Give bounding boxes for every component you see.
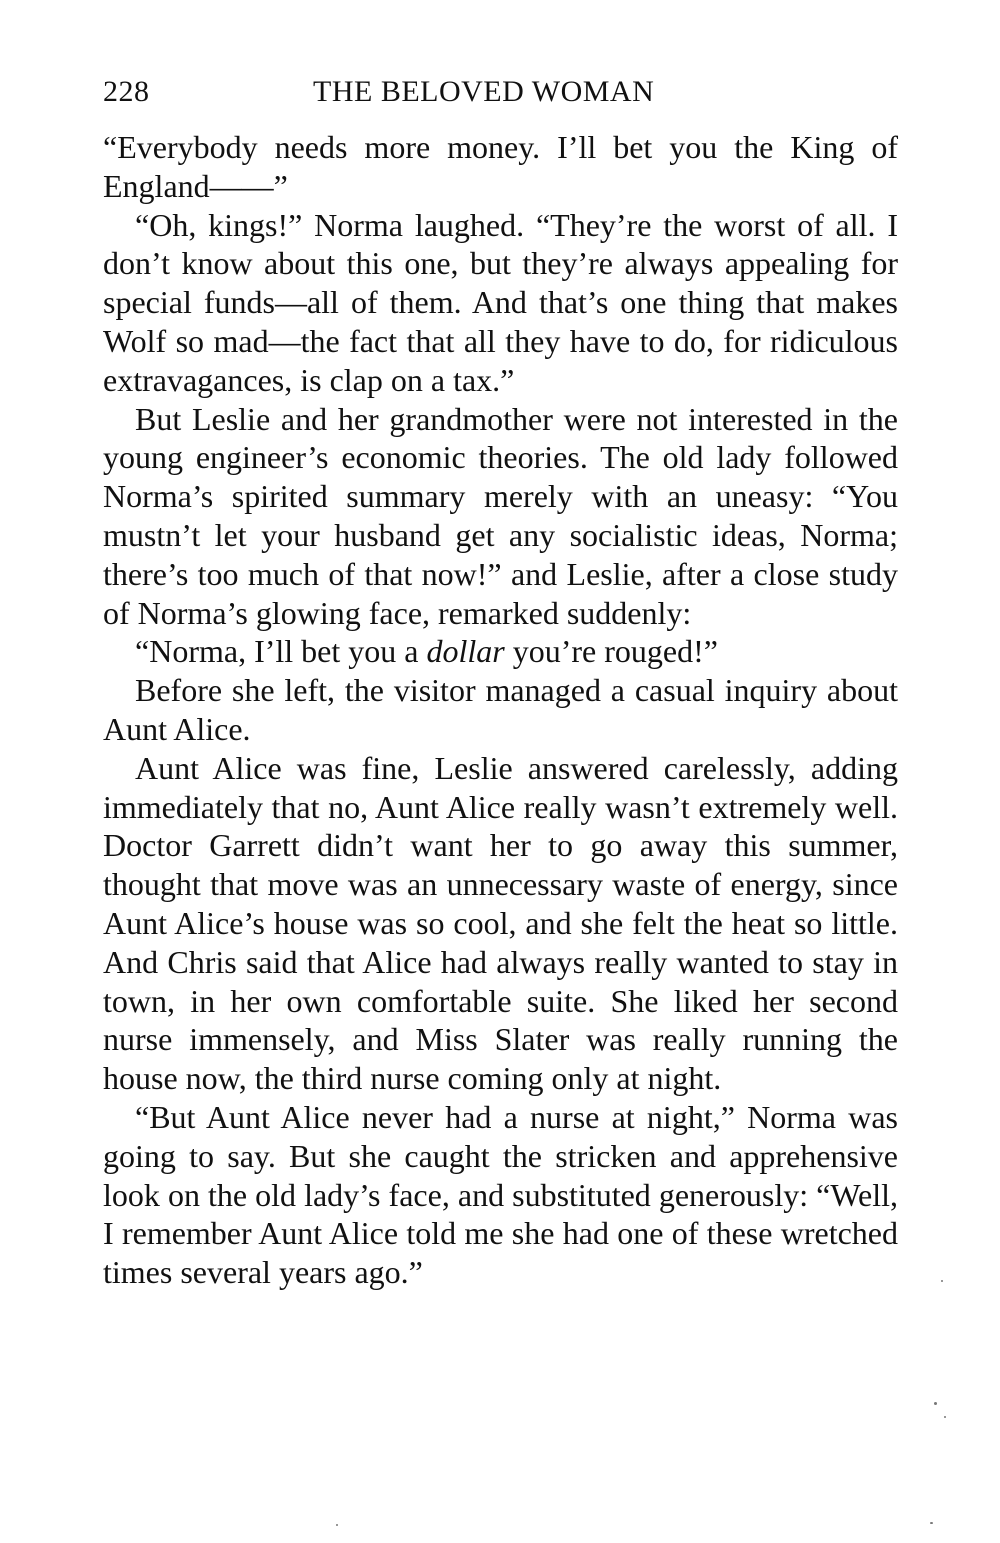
- paragraph-1: “Everybody needs more money. I’ll bet you the King of England——”: [103, 129, 898, 204]
- scan-speck: [930, 1522, 933, 1524]
- running-title: THE BELOVED WOMAN: [313, 75, 655, 108]
- paragraph-6: Aunt Alice was fine, Leslie answered carelessly, adding immediately that no, Aunt Alice really wasn’t extremely well. Doctor Garrett didn’t want her to go away this summer, thought that move was an unnecessary waste of energy, since Aunt Alice’s house was so cool, and she felt the heat so little. And Chris said that Alice had always really wanted to stay in town, in her own comfortable suite. She liked her second nurse immensely, and Miss Slater was really running the house now, the third nurse coming only at night.: [103, 749, 898, 1097]
- scan-speck: [941, 1280, 943, 1282]
- paragraph-3: But Leslie and her grandmother were not interested in the young engineer’s economic theories. The old lady followed Norma’s spirited summary merely with an uneasy: “You mustn’t let your husband get any socialistic ideas, Norma; there’s too much of that now!” and Leslie, after a close study of Norma’s glowing face, remarked suddenly:: [103, 400, 898, 631]
- page-number: 228: [103, 75, 150, 108]
- paragraph-5: Before she left, the visitor managed a casual inquiry about Aunt Alice.: [103, 672, 898, 747]
- paragraph-7: “But Aunt Alice never had a nurse at night,” Norma was going to say. But she caught the stricken and apprehensive look on the old lady’s face, and substituted generously: “Well, I remember Aunt Alice told me she had one of these wretched times several years ago.”: [103, 1098, 898, 1291]
- paragraph-2: “Oh, kings!” Norma laughed. “They’re the worst of all. I don’t know about this one, but they’re always appealing for special funds—all of them. And that’s one thing that makes Wolf so mad—the fact that all they have to do, for ridiculous extravagances, is clap on a tax.”: [103, 206, 898, 398]
- paragraph-4: [103, 632, 898, 671]
- scan-speck: [944, 1416, 946, 1418]
- paragraph-4-tail: you’re rouged!”: [504, 633, 718, 670]
- scan-speck: [336, 1524, 338, 1526]
- scan-speck: [934, 1402, 937, 1405]
- paragraph-4-lead: “Norma, I’ll bet you a: [135, 633, 427, 670]
- paragraph-4-emphasis: dollar: [426, 633, 505, 670]
- body-text: [103, 128, 898, 1292]
- page-header: [103, 70, 898, 114]
